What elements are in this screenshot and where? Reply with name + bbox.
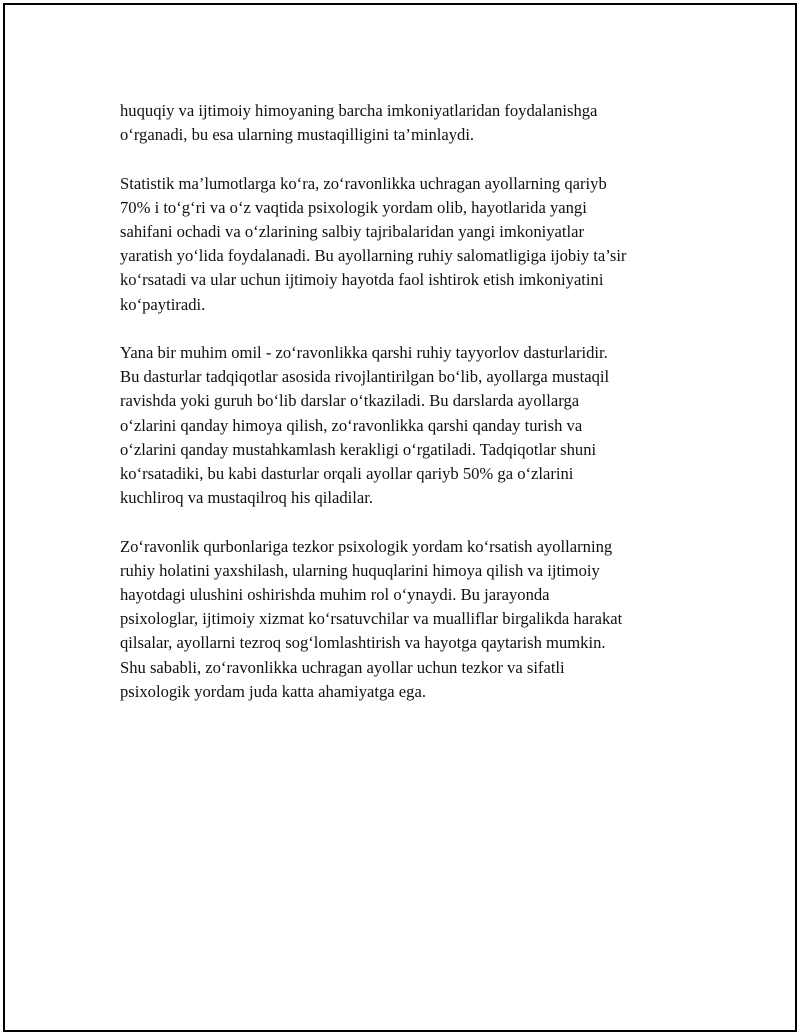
text-line: yaratish yo‘lida foydalanadi. Bu ayollarning ruhiy salomatligiga ijobiy ta’sir bbox=[120, 246, 627, 266]
text-line: Bu dasturlar tadqiqotlar asosida rivojlantirilgan bo‘lib, ayollarga mustaqil bbox=[120, 367, 610, 387]
paragraph-4 bbox=[120, 535, 710, 704]
text-line: Statistik ma’lumotlarga ko‘ra, zo‘ravonlikka uchragan ayollarning qariyb bbox=[120, 173, 607, 193]
document-body bbox=[120, 99, 710, 728]
text-line: ravishda yoki guruh bo‘lib darslar o‘tkaziladi. Bu darslarda ayollarga bbox=[120, 391, 580, 411]
text-line: qilsalar, ayollarni tezroq sog‘lomlashtirish va hayotga qaytarish mumkin. bbox=[120, 633, 606, 653]
paragraph-1 bbox=[120, 99, 710, 147]
text-line: ko‘rsatadiki, bu kabi dasturlar orqali ayollar qariyb 50% ga o‘zlarini bbox=[120, 464, 574, 484]
text-line: hayotdagi ulushini oshirishda muhim rol o‘ynaydi. Bu jarayonda bbox=[120, 585, 550, 605]
text-line: ko‘rsatadi va ular uchun ijtimoiy hayotda faol ishtirok etish imkoniyatini bbox=[120, 270, 604, 290]
page-frame bbox=[3, 3, 797, 1032]
text-line: psixologik yordam juda katta ahamiyatga ega. bbox=[120, 681, 426, 701]
text-line: ko‘paytiradi. bbox=[120, 294, 206, 314]
text-line: Shu sababli, zo‘ravonlikka uchragan ayollar uchun tezkor va sifatli bbox=[120, 657, 565, 677]
text-line: Yana bir muhim omil - zo‘ravonlikka qarshi ruhiy tayyorlov dasturlaridir. bbox=[120, 343, 608, 362]
text-line: ruhiy holatini yaxshilash, ularning huquqlarini himoya qilish va ijtimoiy bbox=[120, 560, 600, 580]
paragraph-3 bbox=[120, 341, 710, 510]
paragraph-2 bbox=[120, 172, 710, 317]
text-line: kuchliroq va mustaqilroq his qiladilar. bbox=[120, 488, 374, 508]
text-line: sahifani ochadi va o‘zlarining salbiy tajribalaridan yangi imkoniyatlar bbox=[120, 222, 585, 241]
text-line: 70% i to‘g‘ri va o‘z vaqtida psixologik yordam olib, hayotlarida yangi bbox=[120, 197, 587, 217]
text-line: Zo‘ravonlik qurbonlariga tezkor psixologik yordam ko‘rsatish ayollarning bbox=[120, 536, 613, 556]
text-line: o‘rganadi, bu esa ularning mustaqilligini ta’minlaydi. bbox=[120, 125, 475, 145]
text-line: o‘zlarini qanday himoya qilish, zo‘ravonlikka qarshi qanday turish va bbox=[120, 415, 583, 435]
text-line: psixologlar, ijtimoiy xizmat ko‘rsatuvchilar va mualliflar birgalikda harakat bbox=[120, 609, 623, 629]
text-line: huquqiy va ijtimoiy himoyaning barcha imkoniyatlaridan foydalanishga bbox=[120, 101, 598, 120]
text-line: o‘zlarini qanday mustahkamlash kerakligi o‘rgatiladi. Tadqiqotlar shuni bbox=[120, 439, 597, 459]
